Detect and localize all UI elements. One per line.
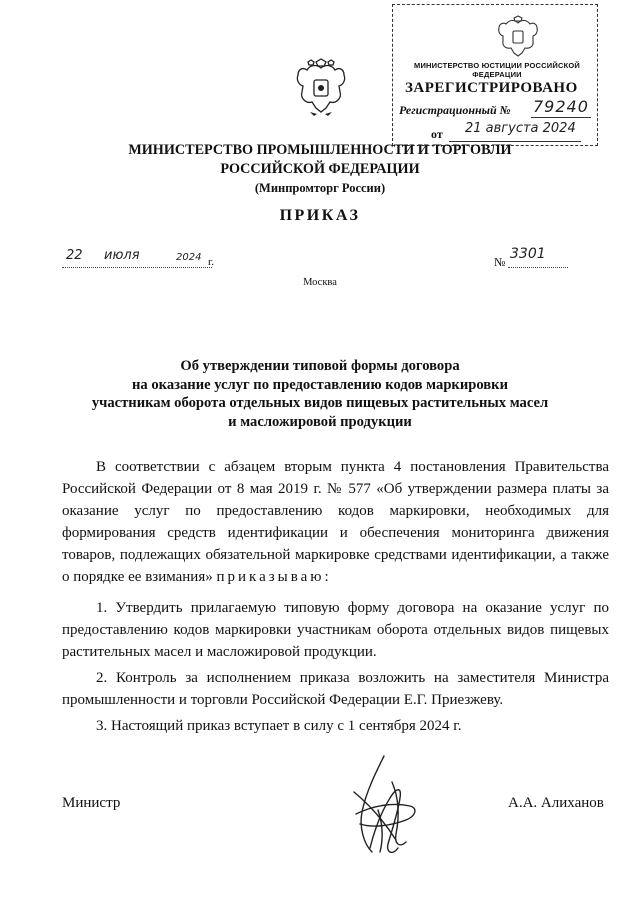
registration-stamp [392,4,598,146]
ministry-name-line2: РОССИЙСКОЙ ФЕДЕРАЦИИ [220,161,420,177]
handwritten-signature [326,752,436,862]
order-year: 2024 [176,252,202,263]
document-type-title: ПРИКАЗ [279,207,361,224]
stamp-reg-number-label: Регистрационный № [399,103,511,117]
stamp-emblem-icon [493,15,543,59]
heading-line-1: Об утверждении типовой формы договора [180,358,460,374]
signatory-name: А.А. Алиханов [508,795,604,811]
signatory-title: Министр [62,795,121,811]
stamp-ministry-name: МИНИСТЕРСТВО ЮСТИЦИИ РОССИЙСКОЙ ФЕДЕРАЦИИ [414,61,580,79]
coat-of-arms-emblem [290,58,352,118]
order-city: Москва [303,277,337,288]
stamp-date-prefix: от [431,127,443,141]
order-month: июля [104,248,140,263]
order-heading [60,357,580,431]
stamp-date: 21 августа 2024 [465,121,576,136]
order-number-line [508,267,568,268]
clause-2-paragraph: 2. Контроль за исполнением приказа возложить на заместителя Министра промышленности и торговли Российской Федерации Е.Г. Приезжеву. [62,670,609,708]
order-day: 22 [66,248,83,263]
ministry-short-name: (Минпромторг России) [254,181,386,195]
ministry-name-line1: МИНИСТЕРСТВО ПРОМЫШЛЕННОСТИ И ТОРГОВЛИ [128,142,512,158]
heading-line-4: и масложировой продукции [228,413,412,430]
order-number: 3301 [510,246,546,262]
order-directive: приказываю: [216,569,332,585]
clause-3-paragraph: 3. Настоящий приказ вступает в силу с 1 сентября 2024 г. [96,718,462,734]
heading-line-2: на оказание услуг по предоставлению кодов маркировки [131,376,509,393]
heading-line-3: участникам оборота отдельных видов пищевых растительных масел [91,395,549,411]
order-date-line [62,267,212,268]
stamp-reg-number: 79240 [533,97,589,116]
ministry-header [60,141,580,198]
order-year-suffix: г. [208,256,215,268]
stamp-registered-label: ЗАРЕГИСТРИРОВАНО [405,80,578,96]
stamp-reg-number-line [531,117,591,118]
preamble-text: В соответствии с абзацем вторым пункта 4 постановления Правительства Российской Федерации от 8 мая 2019 г. № 577 «Об утверждении размера платы за оказание услуг по предоставлению кодов маркировки, необходимых для формирования средств идентификации и обеспечения мониторинга движения товаров, подлежащих обязательной маркировке средствами идентификации, а также о порядке ее взимания» [62,459,609,585]
preamble-paragraph [62,456,609,588]
clause-1-paragraph: 1. Утвердить прилагаемую типовую форму договора на оказание услуг по предоставлению кодов маркировки участникам оборота отдельных видов пищевых растительных масел и масложировой продукции. [62,600,609,660]
order-number-label: № [494,255,506,269]
